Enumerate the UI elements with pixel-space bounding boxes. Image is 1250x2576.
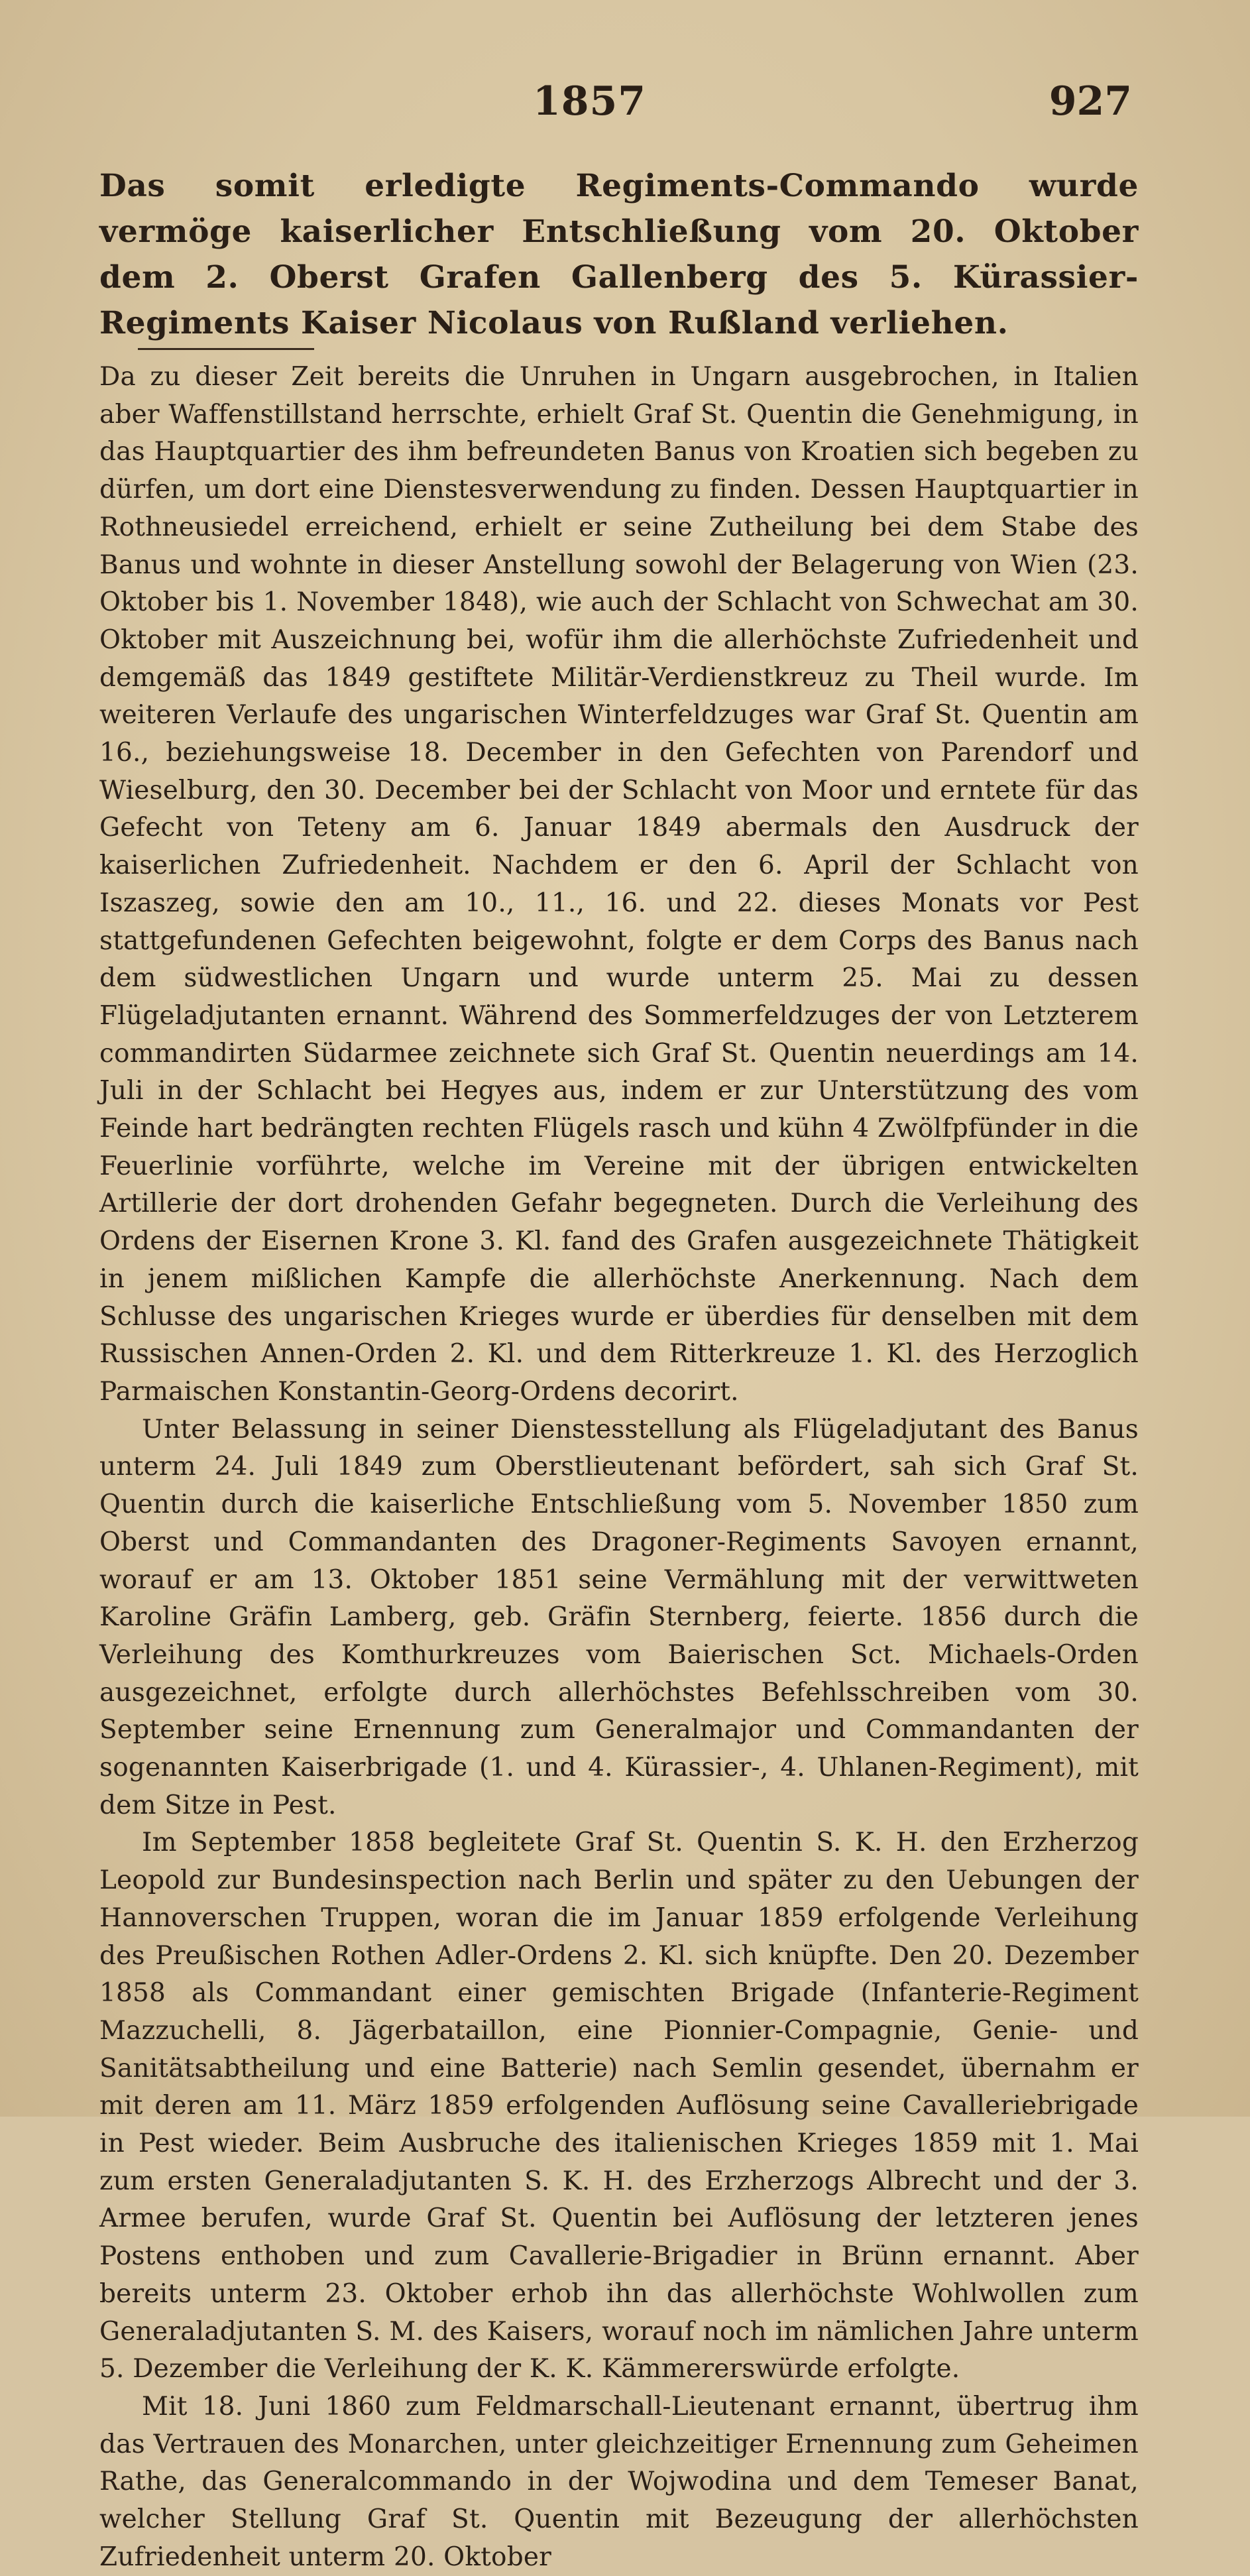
body-paragraph-3: Im September 1858 begleitete Graf St. Quentin S. K. H. den Erzherzog Leopold zur Bundesinspection nach Berlin und später zu den Uebungen der Hannoverschen Truppen, woran die im Januar 1859 erfolgende Verleihung des Preußischen Rothen Adler-Ordens 2. Kl. sich knüpfte. Den 20. Dezember 1858 als Commandant einer gemischten Brigade (Infanterie-Regiment Mazzuchelli, 8. Jägerbataillon, eine Pionnier-Compagnie, Genie- und Sanitätsabtheilung und eine Batterie) nach Semlin gesendet, übernahm er mit deren am 11. März 1859 erfolgenden Auflösung seine Cavalleriebrigade in Pest wieder. Beim Ausbruche des italienischen Krieges 1859 mit 1. Mai zum ersten Generaladjutanten S. K. H. des Erzherzogs Albrecht und der 3. Armee berufen, wurde Graf St. Quentin bei Auflösung der letzteren jenes Postens enthoben und zum Cavallerie-Brigadier in Brünn ernannt. Aber bereits unterm 23. Oktober erhob ihn das allerhöchste Wohlwollen zum Generaladjutanten S. M. des Kaisers, worauf noch im nämlichen Jahre unterm 5. Dezember die Verleihung der K. K. Kämmererswürde erfolgte. (99, 1828, 1139, 2384)
body-paragraph-2: Unter Belassung in seiner Dienstesstellung als Flügeladjutant des Banus unterm 24. Juli 1849 zum Oberstlieutenant befördert, sah sich Graf St. Quentin durch die kaiserliche Entschließung vom 5. November 1850 zum Oberst und Commandanten des Dragoner-Regiments Savoyen ernannt, worauf er am 13. Oktober 1851 seine Vermählung mit der verwittweten Karoline Gräfin Lamberg, geb. Gräfin Sternberg, feierte. 1856 durch die Verleihung des Komthurkreuzes vom Baierischen Sct. Michaels-Orden ausgezeichnet, erfolgte durch allerhöchstes Befehlsschreiben vom 30. September seine Ernennung zum Generalmajor und Commandanten der sogenannten Kaiserbrigade (1. und 4. Kürassier-, 4. Uhlanen-Regiment), mit dem Sitze in Pest. (99, 1414, 1139, 1820)
lead-paragraph: Das somit erledigte Regiments-Commando wurde vermöge kaiserlicher Entschließung vom 20. Oktober dem 2. Oberst Grafen Gallenberg des 5. Kürassier-Regiments Kaiser Nicolaus von Rußland verliehen. (99, 168, 1139, 341)
footnote-divider (138, 348, 314, 350)
body-paragraph-1: Da zu dieser Zeit bereits die Unruhen in Ungarn ausgebrochen, in Italien aber Waffenstillstand herrschte, erhielt Graf St. Quentin die Genehmigung, in das Hauptquartier des ihm befreundeten Banus von Kroatien sich begeben zu dürfen, um dort eine Dienstesverwendung zu finden. Dessen Hauptquartier in Rothneusiedel erreichend, erhielt er seine Zutheilung bei dem Stabe des Banus und wohnte in dieser Anstellung sowohl der Belagerung von Wien (23. Oktober bis 1. November 1848), wie auch der Schlacht von Schwechat am 30. Oktober mit Auszeichnung bei, wofür ihm die allerhöchste Zufriedenheit und demgemäß das 1849 gestiftete Militär-Verdienstkreuz zu Theil wurde. Im weiteren Verlaufe des ungarischen Winterfeldzuges war Graf St. Quentin am 16., beziehungsweise 18. December in den Gefechten von Parendorf und Wieselburg, den 30. December bei der Schlacht von Moor und erntete für das Gefecht von Teteny am 6. Januar 1849 abermals den Ausdruck der kaiserlichen Zufriedenheit. Nachdem er den 6. April der Schlacht von Iszaszeg, sowie den am 10., 11., 16. und 22. dieses Monats vor Pest stattgefundenen Gefechten beigewohnt, folgte er dem Corps des Banus nach dem südwestlichen Ungarn und wurde unterm 25. Mai zu dessen Flügeladjutanten ernannt. Während des Sommerfeldzuges der von Letzterem commandirten Südarmee zeichnete sich Graf St. Quentin neuerdings am 14. Juli in der Schlacht bei Hegyes aus, indem er zur Unterstützung des vom Feinde hart bedrängten rechten Flügels rasch und kühn 4 Zwölfpfünder in die Feuerlinie vorführte, welche im Vereine mit der übrigen entwickelten Artillerie der dort drohenden Gefahr begegneten. Durch die Verleihung des Ordens der Eisernen Krone 3. Kl. fand des Grafen ausgezeichnete Thätigkeit in jenem mißlichen Kampfe die allerhöchste Anerkennung. Nach dem Schlusse des ungarischen Krieges wurde er überdies für denselben mit dem Russischen Annen-Orden 2. Kl. und dem Ritterkreuze 1. Kl. des Herzoglich Parmaischen Konstantin-Georg-Ordens decorirt. (99, 362, 1139, 1407)
header-year: 1857 (533, 78, 646, 125)
page-header (0, 78, 1250, 131)
body-text (99, 359, 1139, 2576)
page-number: 927 (1049, 78, 1132, 125)
body-paragraph-4: Mit 18. Juni 1860 zum Feldmarschall-Lieutenant ernannt, übertrug ihm das Vertrauen des Monarchen, unter gleichzeitiger Ernennung zum Geheimen Rathe, das Generalcommando in der Wojwodina und dem Temeser Banat, welcher Stellung Graf St. Quentin mit Bezeugung der allerhöchsten Zufriedenheit unterm 20. Oktober (99, 2391, 1139, 2572)
